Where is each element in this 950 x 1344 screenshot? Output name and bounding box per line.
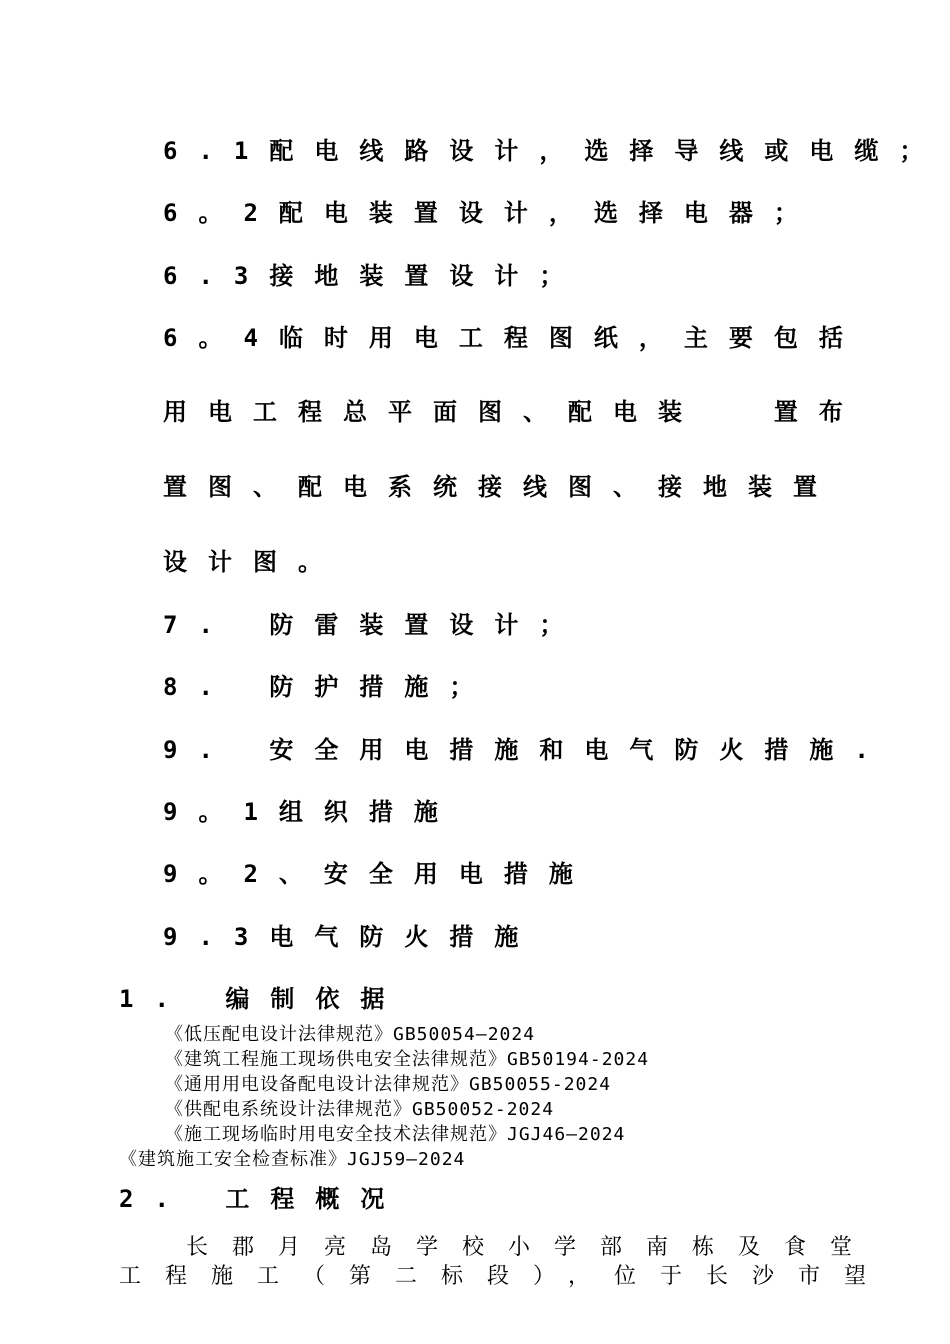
- toc-item-9-1: 9。1组织措施: [163, 798, 459, 826]
- toc-item-6-4-cont-3: 设计图。: [163, 548, 343, 576]
- section-1-heading: 1. 编制依据: [119, 985, 406, 1013]
- paragraph-line: 长郡月亮岛学校小学部南栋及食堂: [186, 1235, 877, 1260]
- reference-item: 《施工现场临时用电安全技术法律规范》JGJ46—2024: [165, 1124, 626, 1145]
- toc-item-6-4-cont-2: 置图、配电系统接线图、接地装置: [163, 473, 838, 501]
- reference-item: 《供配电系统设计法律规范》GB50052-2024: [165, 1099, 555, 1120]
- toc-item-9-2: 9。2、安全用电措施: [163, 860, 594, 888]
- reference-item: 《低压配电设计法律规范》GB50054—2024: [165, 1024, 536, 1045]
- toc-item-7: 7. 防雷装置设计；: [163, 611, 585, 639]
- reference-item: 《建筑施工安全检查标准》JGJ59—2024: [119, 1149, 466, 1170]
- toc-item-6-1: 6.1配电线路设计，选择导线或电缆；: [163, 137, 945, 165]
- reference-item: 《通用用电设备配电设计法律规范》GB50055-2024: [165, 1074, 612, 1095]
- paragraph-line: 工程施工（第二标段），位于长沙市望: [119, 1264, 891, 1289]
- section-2-heading: 2. 工程概况: [119, 1185, 406, 1213]
- toc-item-8: 8. 防护措施；: [163, 673, 495, 701]
- toc-item-6-4: 6。4临时用电工程图纸，主要包括: [163, 324, 864, 352]
- toc-item-6-4-cont-1: 用电工程总平面图、配电装 置布: [163, 398, 864, 426]
- toc-item-6-3: 6.3接地装置设计；: [163, 262, 585, 290]
- toc-item-9-3: 9.3电气防火措施: [163, 923, 540, 951]
- toc-item-9: 9. 安全用电措施和电气防火措施.: [163, 736, 890, 764]
- toc-item-6-2: 6。2配电装置设计，选择电器；: [163, 199, 819, 227]
- reference-item: 《建筑工程施工现场供电安全法律规范》GB50194-2024: [165, 1049, 650, 1070]
